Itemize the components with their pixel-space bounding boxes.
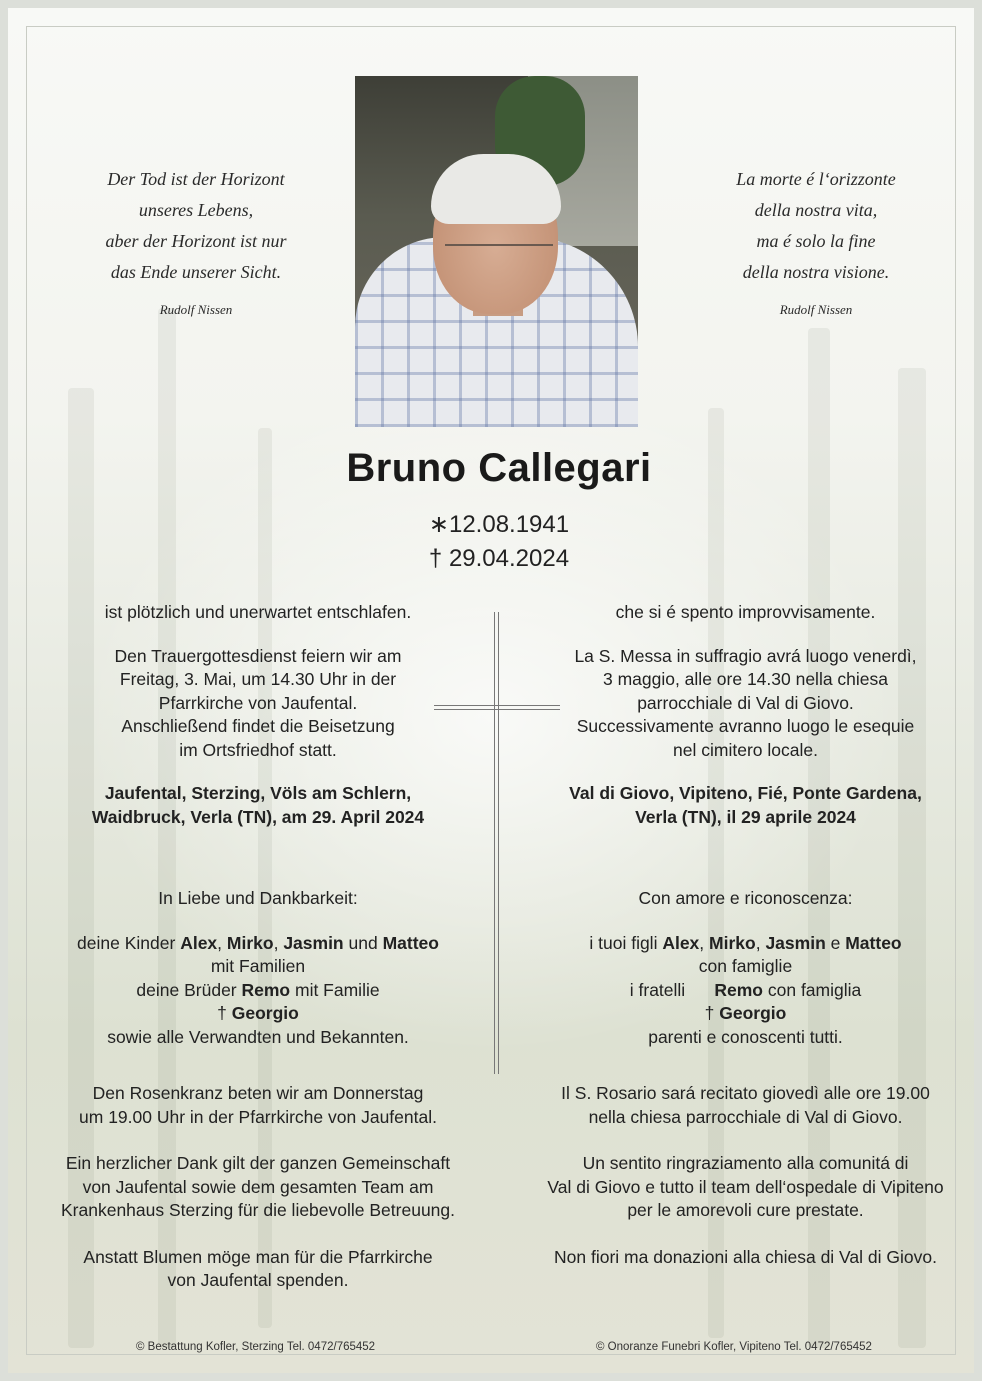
footer-italian: © Onoranze Funebri Kofler, Vipiteno Tel. 0472/765452 bbox=[596, 1341, 872, 1353]
thanks-line: Val di Giovo e tutto il team dell‘ospedale di Vipiteno bbox=[547, 1176, 944, 1197]
german-notices bbox=[48, 1082, 468, 1293]
relatives-line: sowie alle Verwandten und Bekannten. bbox=[107, 1026, 409, 1047]
italian-column bbox=[523, 601, 968, 829]
thanks-line: Krankenhaus Sterzing für die liebevolle Betreuung. bbox=[61, 1200, 455, 1220]
death-date: † 29.04.2024 bbox=[428, 545, 570, 572]
places-line: Waidbruck, Verla (TN), am 29. April 2024 bbox=[91, 806, 425, 827]
places-line: Val di Giovo, Vipiteno, Fié, Ponte Gardena, bbox=[569, 783, 922, 803]
service-line: Den Trauergottesdienst feiern wir am bbox=[114, 645, 402, 666]
rosary-line: um 19.00 Uhr in der Pfarrkirche von Jaufental. bbox=[79, 1106, 437, 1127]
service-line: Anschließend findet die Beisetzung bbox=[121, 716, 395, 736]
thanks-line: per le amorevoli cure prestate. bbox=[627, 1200, 864, 1220]
service-line: Freitag, 3. Mai, um 14.30 Uhr in der bbox=[119, 669, 397, 689]
deceased-brother: † Georgio bbox=[704, 1003, 787, 1023]
quote-line: ma é solo la fine bbox=[756, 231, 876, 251]
quote-line: Der Tod ist der Horizont bbox=[107, 169, 285, 189]
italian-notices bbox=[523, 1082, 968, 1269]
flowers-line: von Jaufental spenden. bbox=[167, 1270, 349, 1290]
service-line: 3 maggio, alle ore 14.30 nella chiesa bbox=[602, 669, 889, 689]
brothers-line: i fratelli Remo con famiglia bbox=[629, 979, 862, 1000]
footer-german: © Bestattung Kofler, Sterzing Tel. 0472/765452 bbox=[136, 1341, 376, 1353]
service-line: La S. Messa in suffragio avrá luogo venerdì, bbox=[574, 645, 917, 666]
quote-italian bbox=[666, 164, 966, 318]
children-line: i tuoi figli Alex, Mirko, Jasmin e Matteo bbox=[589, 932, 902, 953]
birth-date: ∗12.08.1941 bbox=[428, 511, 570, 538]
quote-line: aber der Horizont ist nur bbox=[105, 231, 287, 251]
quote-line: della nostra vita, bbox=[754, 200, 878, 220]
with-families: con famiglie bbox=[698, 956, 793, 976]
places-line: Verla (TN), il 29 aprile 2024 bbox=[635, 806, 856, 827]
quote-line: della nostra visione. bbox=[742, 262, 890, 282]
portrait-photo bbox=[355, 76, 638, 427]
rosary-line: Den Rosenkranz beten wir am Donnerstag bbox=[92, 1083, 424, 1103]
relatives-line: parenti e conoscenti tutti. bbox=[648, 1026, 843, 1047]
quote-german bbox=[46, 164, 346, 318]
cross-vertical bbox=[494, 612, 499, 1074]
intro-text: ist plötzlich und unerwartet entschlafen. bbox=[104, 602, 412, 622]
german-family bbox=[48, 887, 468, 1049]
german-column bbox=[48, 601, 468, 829]
service-line: nel cimitero locale. bbox=[673, 739, 818, 760]
love-heading: In Liebe und Dankbarkeit: bbox=[158, 888, 358, 908]
intro-text: che si é spento improvvisamente. bbox=[615, 602, 876, 622]
quote-line: La morte é l‘orizzonte bbox=[736, 169, 896, 189]
quote-author: Rudolf Nissen bbox=[159, 302, 233, 317]
flowers-line: Non fiori ma donazioni alla chiesa di Val di Giovo. bbox=[554, 1246, 937, 1267]
children-line: deine Kinder Alex, Mirko, Jasmin und Matteo bbox=[77, 932, 439, 953]
service-line: Pfarrkirche von Jaufental. bbox=[158, 692, 358, 713]
quote-line: unseres Lebens, bbox=[138, 200, 254, 220]
places-line: Jaufental, Sterzing, Völs am Schlern, bbox=[104, 783, 412, 803]
flowers-line: Anstatt Blumen möge man für die Pfarrkirche bbox=[83, 1246, 433, 1267]
deceased-name: Bruno Callegari bbox=[346, 446, 652, 490]
rosary-line: Il S. Rosario sará recitato giovedì alle ore 19.00 bbox=[561, 1083, 930, 1103]
quote-line: das Ende unserer Sicht. bbox=[110, 262, 282, 282]
thanks-line: Un sentito ringraziamento alla comunitá di bbox=[582, 1153, 909, 1173]
brothers-line: deine Brüder Remo mit Familie bbox=[136, 979, 380, 1000]
thanks-line: von Jaufental sowie dem gesamten Team am bbox=[82, 1176, 434, 1197]
italian-family bbox=[523, 887, 968, 1049]
service-line: Successivamente avranno luogo le esequie bbox=[576, 716, 915, 736]
love-heading: Con amore e riconoscenza: bbox=[638, 888, 853, 908]
with-families: mit Familien bbox=[210, 956, 306, 976]
rosary-line: nella chiesa parrocchiale di Val di Giovo. bbox=[588, 1106, 903, 1127]
service-line: im Ortsfriedhof statt. bbox=[179, 739, 337, 760]
thanks-line: Ein herzlicher Dank gilt der ganzen Gemeinschaft bbox=[65, 1153, 451, 1173]
service-line: parrocchiale di Val di Giovo. bbox=[637, 692, 854, 713]
quote-author: Rudolf Nissen bbox=[779, 302, 853, 317]
deceased-brother: † Georgio bbox=[217, 1003, 299, 1023]
